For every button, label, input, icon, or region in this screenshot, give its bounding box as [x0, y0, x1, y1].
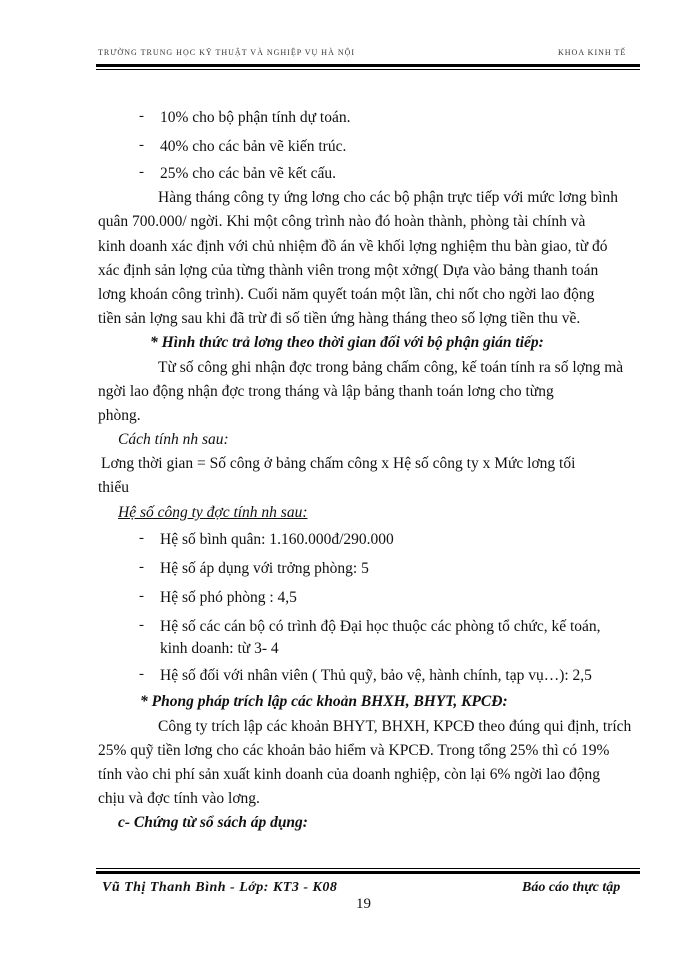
header-right: KHOA KINH TẾ [558, 48, 627, 57]
footer-report-title: Báo cáo thực tập [522, 880, 621, 895]
paragraph-line: xác định sản lợng của từng thành viên trong một xởng( Dựa vào bảng thanh toán [98, 262, 599, 279]
bullet-item: Hệ số phó phòng : 4,5 [160, 589, 297, 606]
bullet-dash: - [139, 617, 144, 633]
bullet-item: 10% cho bộ phận tính dự toán. [160, 109, 351, 126]
header-rule-thin [96, 69, 640, 70]
bullet-dash: - [139, 164, 144, 180]
paragraph-line: phòng. [98, 407, 141, 424]
header-left: TRƯỜNG TRUNG HỌC KỸ THUẬT VÀ NGHIỆP VỤ HÀ NỘI [98, 48, 356, 57]
paragraph-line: tiền sản lợng sau khi đã trừ đi số tiền ứng hàng tháng theo số lợng tiền thu về. [98, 310, 581, 327]
paragraph-line: Công ty trích lập các khoản BHYT, BHXH, KPCĐ theo đúng qui định, trích [158, 718, 632, 735]
footer-author: Vũ Thị Thanh Bình - Lớp: KT3 - K08 [102, 880, 338, 895]
bullet-item: Hệ số áp dụng với trởng phòng: 5 [160, 560, 369, 577]
bullet-item: Hệ số đối với nhân viên ( Thủ quỹ, bảo vệ, hành chính, tạp vụ…): 2,5 [160, 667, 592, 684]
paragraph-line: kinh doanh xác định với chủ nhiệm đồ án về khối lợng nghiệm thu bàn giao, từ đó [98, 238, 608, 255]
paragraph-line: Hàng tháng công ty ứng lơng cho các bộ phận trực tiếp với mức lơng bình [158, 189, 619, 206]
calc-label: Cách tính nh sau: [118, 431, 229, 448]
bullet-item: 40% cho các bản vẽ kiến trúc. [160, 138, 347, 155]
coefficient-label: Hệ số công ty đợc tính nh sau: [118, 504, 308, 521]
bullet-dash: - [139, 137, 144, 153]
section-heading-documents: c- Chứng từ sổ sách áp dụng: [118, 814, 308, 831]
bullet-dash: - [139, 588, 144, 604]
bullet-item-continuation: kinh doanh: từ 3- 4 [160, 640, 279, 657]
formula-line: Lơng thời gian = Số công ở bảng chấm công x Hệ số công ty x Mức lơng tối [101, 455, 576, 472]
bullet-item: Hệ số bình quân: 1.160.000đ/290.000 [160, 531, 394, 548]
bullet-item: 25% cho các bản vẽ kết cấu. [160, 165, 337, 182]
bullet-item: Hệ số các cán bộ có trình độ Đại học thuộc các phòng tổ chức, kế toán, [160, 618, 601, 635]
paragraph-line: chịu và đợc tính vào lơng. [98, 790, 260, 807]
bullet-dash: - [139, 666, 144, 682]
section-heading-insurance: * Phong pháp trích lập các khoản BHXH, BHYT, KPCĐ: [140, 693, 508, 710]
bullet-dash: - [139, 530, 144, 546]
paragraph-line: tính vào chi phí sản xuất kinh doanh của doanh nghiệp, còn lại 6% ngời lao động [98, 766, 600, 783]
footer-rule-thin [96, 868, 640, 869]
paragraph-line: ngời lao động nhận đợc trong tháng và lập bảng thanh toán lơng cho từng [98, 383, 554, 400]
paragraph-line: lơng khoán công trình). Cuối năm quyết toán một lần, chi nốt cho ngời lao động [98, 286, 595, 303]
bullet-dash: - [139, 108, 144, 124]
paragraph-line: 25% quỹ tiền lơng cho các khoản bảo hiểm và KPCĐ. Trong tổng 25% thì có 19% [98, 742, 610, 759]
bullet-dash: - [139, 559, 144, 575]
formula-line: thiểu [98, 479, 129, 496]
page-number: 19 [356, 896, 371, 912]
paragraph-line: Từ số công ghi nhận đợc trong bảng chấm công, kế toán tính ra số lợng mà [158, 359, 624, 376]
header-rule-thick [96, 64, 640, 67]
footer-rule-thick [96, 871, 640, 874]
paragraph-line: quân 700.000/ ngời. Khi một công trình nào đó hoàn thành, phòng tài chính và [98, 213, 586, 230]
section-heading-time-wage: * Hình thức trả lơng theo thời gian đối với bộ phận gián tiếp: [150, 334, 544, 351]
